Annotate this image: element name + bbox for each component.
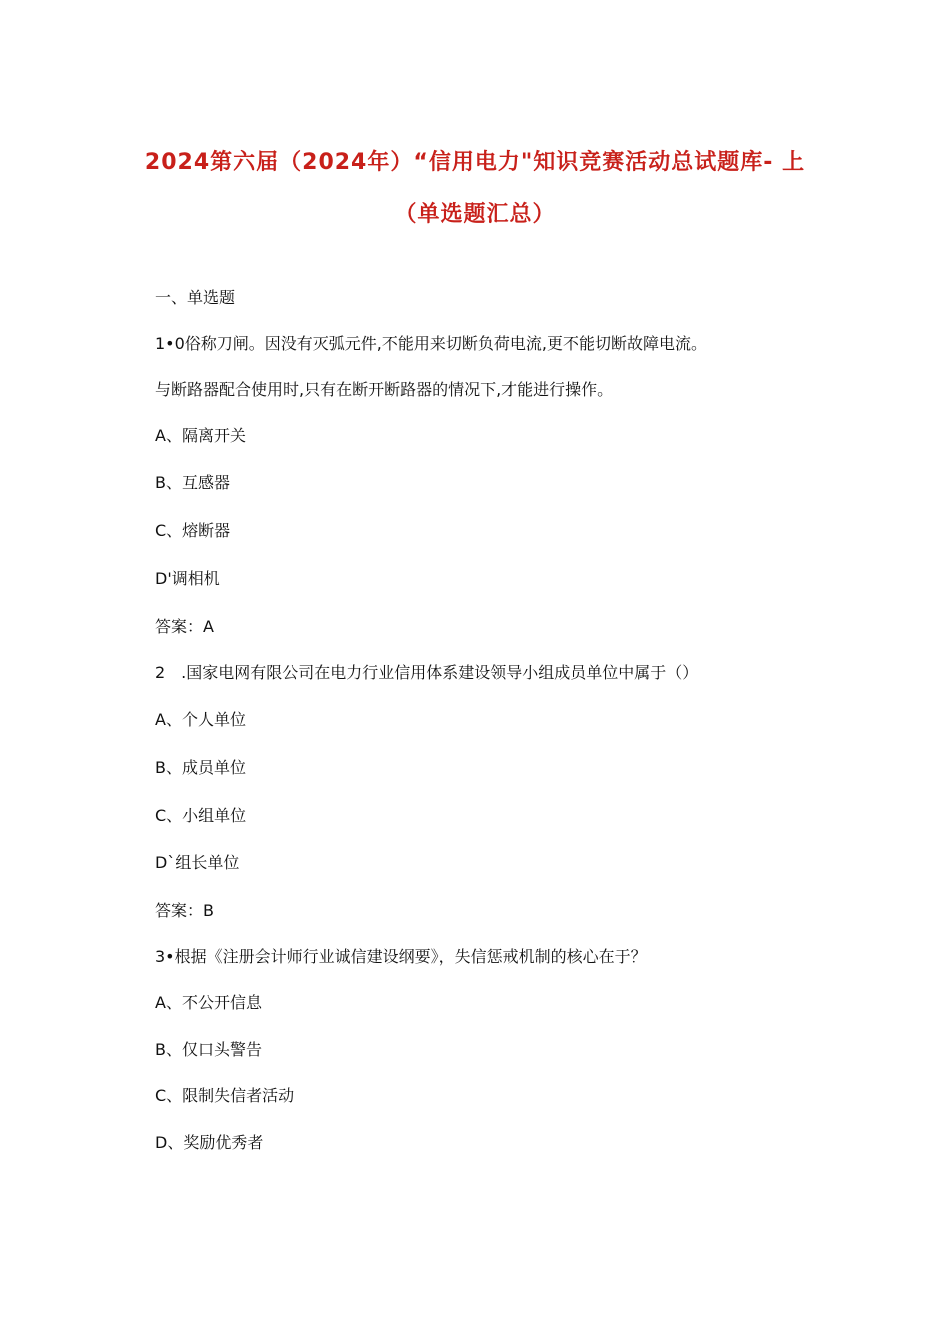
question-3-option-a: A、不公开信息	[155, 993, 262, 1012]
question-1-option-a: A、隔离开关	[155, 426, 246, 445]
question-3-option-d: D、奖励优秀者	[155, 1133, 264, 1152]
question-1-answer: 答案：A	[155, 617, 214, 636]
question-3-stem: 3•根据《注册会计师行业诚信建设纲要》，失信惩戒机制的核心在于？	[155, 947, 647, 966]
question-1-stem-line-2: 与断路器配合使用时,只有在断开断路器的情况下,才能进行操作。	[155, 380, 614, 399]
question-3-option-c: C、限制失信者活动	[155, 1086, 295, 1105]
question-2-option-d: D`组长单位	[155, 853, 240, 872]
question-1-option-d: D'调相机	[155, 569, 220, 588]
question-2-option-c: C、小组单位	[155, 806, 247, 825]
section-heading: 一、单选题	[155, 288, 236, 307]
question-2-option-b: B、成员单位	[155, 758, 246, 777]
question-1-stem-line-1: 1•0俗称刀闸。因没有灭弧元件,不能用来切断负荷电流,更不能切断故障电流。	[155, 334, 707, 353]
question-2-answer: 答案：B	[155, 901, 214, 920]
question-2-stem: 2 .国家电网有限公司在电力行业信用体系建设领导小组成员单位中属于（）	[155, 663, 699, 682]
question-1-option-c: C、熔断器	[155, 521, 231, 540]
title-line-2: （单选题汇总）	[394, 202, 556, 227]
title-line-1: 2024第六届（2024年）“信用电力"知识竞赛活动总试题库- 上	[144, 150, 806, 175]
question-3-option-b: B、仅口头警告	[155, 1040, 262, 1059]
question-1-option-b: B、互感器	[155, 473, 230, 492]
question-2-option-a: A、个人单位	[155, 710, 246, 729]
